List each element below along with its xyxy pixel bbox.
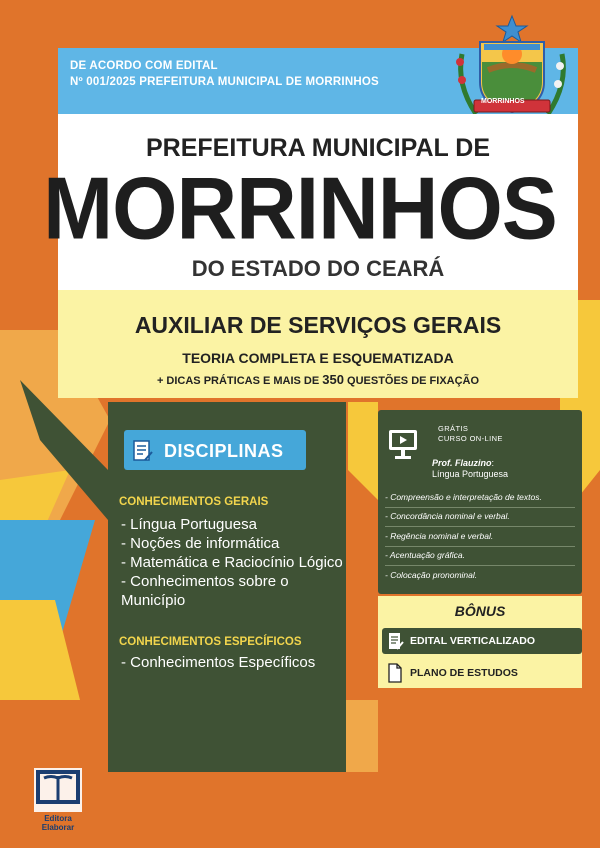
divider	[385, 546, 575, 547]
checklist-icon	[388, 631, 404, 651]
subject-item: - Conhecimentos sobre o Município	[121, 573, 289, 609]
extra-number: 350	[322, 372, 344, 387]
coat-of-arms-ribbon-text: MORRINHOS	[481, 98, 525, 105]
document-icon	[132, 439, 154, 463]
subject-item: - Matemática e Raciocínio Lógico	[121, 554, 343, 571]
gratis-text: GRÁTIS	[438, 424, 469, 433]
divider	[385, 507, 575, 508]
curso-online-text: CURSO ON-LINE	[438, 434, 503, 443]
file-icon	[388, 663, 402, 683]
publisher-line-1: Editora	[44, 814, 72, 823]
cargo-title: AUXILIAR DE SERVIÇOS GERAIS	[134, 312, 502, 338]
topic-item: - Concordância nominal e verbal.	[385, 511, 510, 521]
extra-post: QUESTÕES DE FIXAÇÃO	[343, 375, 480, 387]
city-name: MORRINHOS	[43, 158, 557, 258]
gratis-label	[438, 424, 503, 444]
subject-item: - Língua Portuguesa	[121, 516, 257, 533]
publisher-line-2: Elaborar	[41, 823, 75, 832]
bonus-item-2-label: PLANO DE ESTUDOS	[410, 667, 518, 679]
subject-item: - Noções de informática	[121, 535, 280, 552]
publisher-name	[33, 814, 83, 832]
subject-list-especificos	[121, 653, 345, 672]
edital-text	[70, 58, 379, 90]
professor-subject: Língua Portuguesa	[432, 469, 509, 479]
topic-item: - Regência nominal e verbal.	[385, 531, 494, 541]
title-line-1: PREFEITURA MUNICIPAL DE	[146, 134, 490, 162]
subject-item: - Conhecimentos Específicos	[121, 654, 316, 671]
divider	[385, 565, 575, 566]
video-monitor-icon	[388, 428, 418, 462]
professor-name: Prof. Flauzino	[432, 458, 492, 468]
extra-pre: + DICAS PRÁTICAS E MAIS DE	[156, 375, 323, 387]
cargo-subtitle: TEORIA COMPLETA E ESQUEMATIZADA	[182, 350, 454, 366]
subject-list-gerais	[121, 515, 345, 610]
topic-item: - Compreensão e interpretação de textos.	[385, 492, 542, 502]
edital-line-2: Nº 001/2025 PREFEITURA MUNICIPAL DE MORRINHOS	[70, 76, 379, 88]
coat-of-arms-icon	[432, 14, 582, 124]
topic-item: - Acentuação gráfica.	[385, 550, 466, 560]
bonus-title: BÔNUS	[454, 603, 506, 619]
section-conhecimentos-gerais: CONHECIMENTOS GERAIS	[119, 496, 269, 508]
topic-item: - Colocação pronominal.	[385, 570, 478, 580]
edital-line-1: DE ACORDO COM EDITAL	[70, 60, 218, 72]
divider	[385, 526, 575, 527]
cargo-extra	[58, 372, 578, 387]
state-name: DO ESTADO DO CEARÁ	[191, 256, 445, 281]
section-conhecimentos-especificos: CONHECIMENTOS ESPECÍFICOS	[119, 636, 302, 648]
bonus-item-1-label: EDITAL VERTICALIZADO	[410, 635, 536, 647]
professor-info: Prof. Flauzino: Língua Portuguesa	[432, 458, 509, 479]
disciplinas-label: DISCIPLINAS	[164, 441, 284, 461]
